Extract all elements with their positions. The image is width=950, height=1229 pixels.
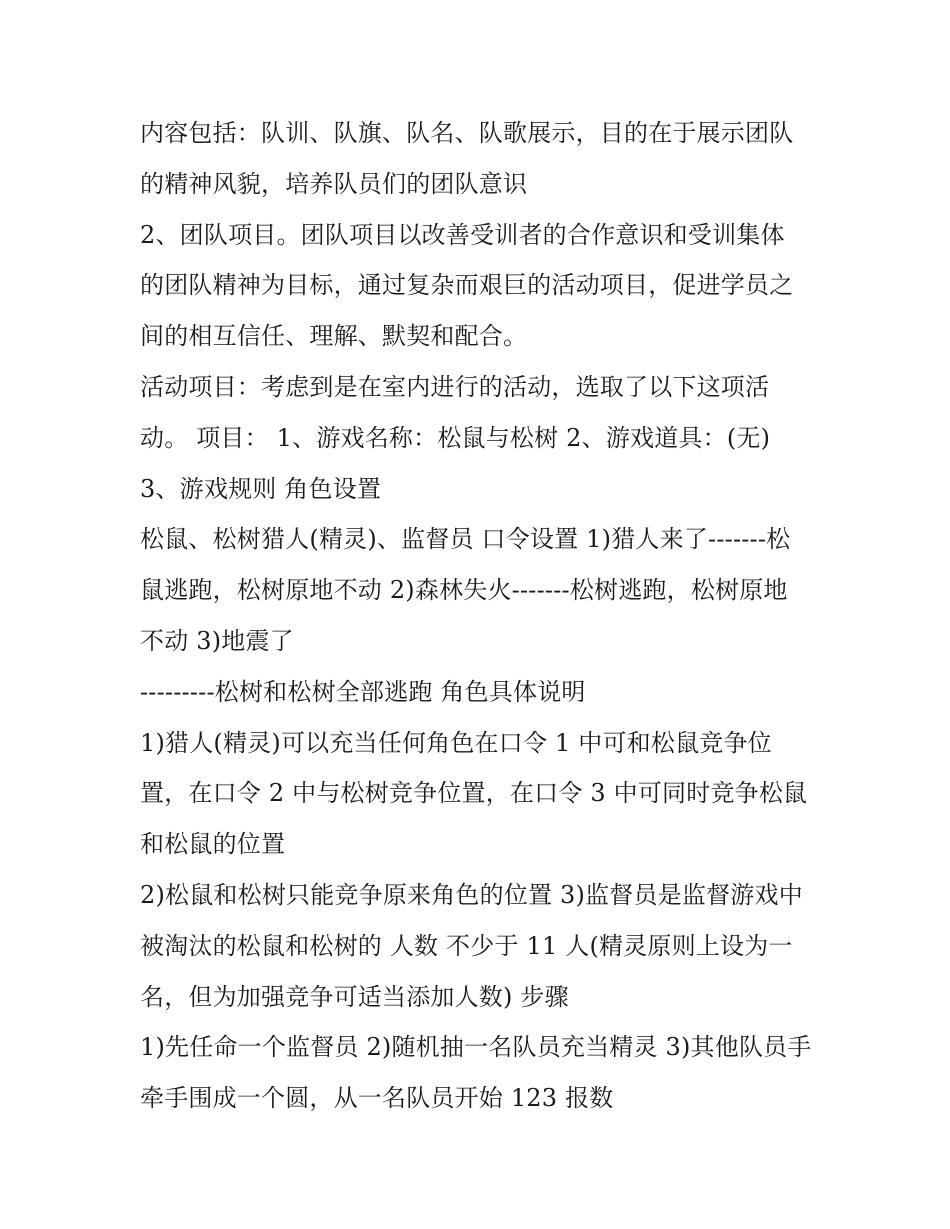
text-line: 被淘汰的松鼠和松树的 人数 不少于 11 人(精灵原则上设为一 xyxy=(140,931,793,960)
text-line: 不动 3)地震了 xyxy=(140,626,294,655)
text-line: 置，在口令 2 中与松树竞争位置，在口令 3 中可同时竞争松鼠 xyxy=(140,779,808,808)
text-line: 松鼠、松树猎人(精灵)、监督员 口令设置 1)猎人来了-------松 xyxy=(140,525,791,554)
text-line: 牵手围成一个圆，从一名队员开始 123 报数 xyxy=(140,1084,614,1113)
text-line: 名，但为加强竞争可适当添加人数) 步骤 xyxy=(140,982,569,1011)
text-line: 2)松鼠和松树只能竞争原来角色的位置 3)监督员是监督游戏中 xyxy=(140,880,803,909)
text-line: 的团队精神为目标，通过复杂而艰巨的活动项目，促进学员之 xyxy=(140,271,794,300)
text-line: 动。 项目： 1、游戏名称：松鼠与松树 2、游戏道具：(无) xyxy=(140,423,771,452)
text-line: 2、团队项目。团队项目以改善受训者的合作意识和受训集体 xyxy=(140,220,785,249)
document-body xyxy=(140,108,820,1124)
text-line: 和松鼠的位置 xyxy=(140,830,286,859)
text-line: 3、游戏规则 角色设置 xyxy=(140,474,382,503)
text-line: 的精神风貌，培养队员们的团队意识 xyxy=(140,169,528,198)
text-line: 内容包括：队训、队旗、队名、队歌展示，目的在于展示团队 xyxy=(140,119,794,147)
text-line: 间的相互信任、理解、默契和配合。 xyxy=(140,322,528,351)
text-line: 鼠逃跑，松树原地不动 2)森林失火-------松树逃跑，松树原地 xyxy=(140,576,788,605)
text-line: 1)猎人(精灵)可以充当任何角色在口令 1 中可和松鼠竞争位 xyxy=(140,728,772,757)
text-line: 1)先任命一个监督员 2)随机抽一名队员充当精灵 3)其他队员手 xyxy=(140,1033,812,1062)
text-line: 活动项目：考虑到是在室内进行的活动，选取了以下这项活 xyxy=(140,372,770,401)
text-line: ---------松树和松树全部逃跑 角色具体说明 xyxy=(140,677,586,706)
